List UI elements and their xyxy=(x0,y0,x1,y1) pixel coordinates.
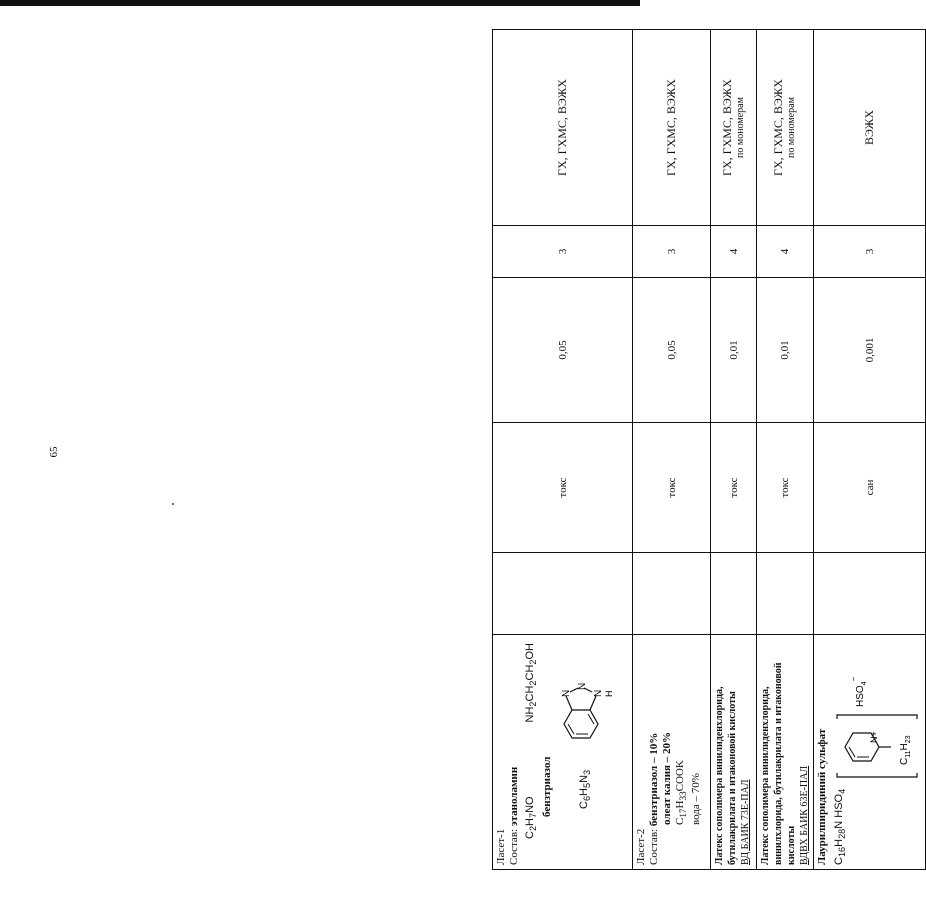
composition-line: вода – 70% xyxy=(690,773,703,825)
methods-cell: ВЭЖХ xyxy=(814,30,926,226)
hazard-cell: токс xyxy=(633,423,711,553)
substance-cell xyxy=(711,635,757,870)
hazard-cell: токс xyxy=(711,423,757,553)
substance-title: Ласет-1 xyxy=(495,828,507,865)
composition-formula: $C_{17}H_{33}COOK$ xyxy=(674,760,689,825)
substance-cell xyxy=(757,635,814,870)
substance-title: Латекс сополимера винилиденхлорида, бутилакрилата и итаконовой кислоты xyxy=(714,686,738,865)
substance-formula: $C_{16}H_{28}N$ $HSO_4$ xyxy=(833,788,848,865)
hazard-cell: сан xyxy=(814,423,926,553)
value-cell: 0,01 xyxy=(757,278,814,423)
benzotriazole-structure-icon xyxy=(556,668,614,748)
composition-line: олеат калия – 20% xyxy=(661,731,673,825)
substance-code: ВД БАИК 73Е-ПАЛ xyxy=(740,779,751,865)
composition-label: Состав: xyxy=(508,828,520,865)
methods-note: по мономерам xyxy=(734,97,746,158)
class-cell: 4 xyxy=(757,226,814,278)
svg-text:N: N xyxy=(561,689,573,697)
structure-text: $NH_2CH_2CH_2OH$ xyxy=(524,643,539,723)
class-cell: 4 xyxy=(711,226,757,278)
empty-cell xyxy=(711,553,757,635)
methods-text: ГХ, ГХМС, ВЭЖХ xyxy=(719,79,734,176)
pyridinium-structure-icon xyxy=(833,669,923,779)
table-row xyxy=(711,30,757,870)
component-formula: $C_2H_7NO$ xyxy=(524,796,539,839)
component-formula: $C_6H_5N_3$ xyxy=(578,769,593,809)
methods-text: ГХ, ГХМС, ВЭЖХ xyxy=(771,79,785,176)
class-cell: 3 xyxy=(493,226,633,278)
substance-title: Латекс сополимера винилиденхлорида, винилхлорида, бутилакрилата и итаконовой кислоты xyxy=(760,662,797,865)
svg-text:N: N xyxy=(577,682,589,690)
substance-cell xyxy=(633,635,711,870)
methods-cell xyxy=(757,30,814,226)
value-cell: 0,05 xyxy=(633,278,711,423)
page-number: 65 xyxy=(48,446,60,458)
anion-label: $HSO_4^-$ xyxy=(849,676,868,707)
component-name: бензтриазол xyxy=(541,756,554,817)
methods-cell xyxy=(711,30,757,226)
methods-cell: ГХ, ГХМС, ВЭЖХ xyxy=(633,30,711,226)
methods-note: по мономерам xyxy=(786,97,797,158)
hazard-cell: токс xyxy=(493,423,633,553)
substance-table xyxy=(492,29,926,870)
hazard-cell: токс xyxy=(757,423,814,553)
methods-cell: ГХ, ГХМС, ВЭЖХ xyxy=(493,30,633,226)
value-cell: 0,001 xyxy=(814,278,926,423)
table-row xyxy=(633,30,711,870)
substance-cell xyxy=(493,635,633,870)
scan-speck xyxy=(172,503,174,505)
class-cell: 3 xyxy=(633,226,711,278)
svg-text:N: N xyxy=(593,689,605,697)
table-row xyxy=(757,30,814,870)
n-plus-label: N+ xyxy=(869,731,879,743)
empty-cell xyxy=(493,553,633,635)
substance-cell xyxy=(814,635,926,870)
value-cell: 0,05 xyxy=(493,278,633,423)
svg-text:H: H xyxy=(604,690,615,697)
substance-title: Лаурилпиридиний сульфат xyxy=(816,728,828,865)
composition-line: бензтриазол – 10% xyxy=(648,732,660,827)
class-cell: 3 xyxy=(814,226,926,278)
table-row xyxy=(814,30,926,870)
rotated-table-sheet xyxy=(492,30,918,870)
empty-cell xyxy=(757,553,814,635)
component-name: этаноламин xyxy=(508,766,520,827)
substance-title: Ласет-2 xyxy=(635,828,647,865)
scan-top-border xyxy=(0,0,640,6)
composition-label: Состав: xyxy=(648,828,660,865)
table-row xyxy=(493,30,633,870)
value-cell: 0,01 xyxy=(711,278,757,423)
empty-cell xyxy=(814,553,926,635)
substance-code: ВДВХ БАИК 63Е-ПАЛ xyxy=(799,765,810,865)
empty-cell xyxy=(633,553,711,635)
alkyl-label: $C_{11}H_{23}$ xyxy=(899,735,912,765)
